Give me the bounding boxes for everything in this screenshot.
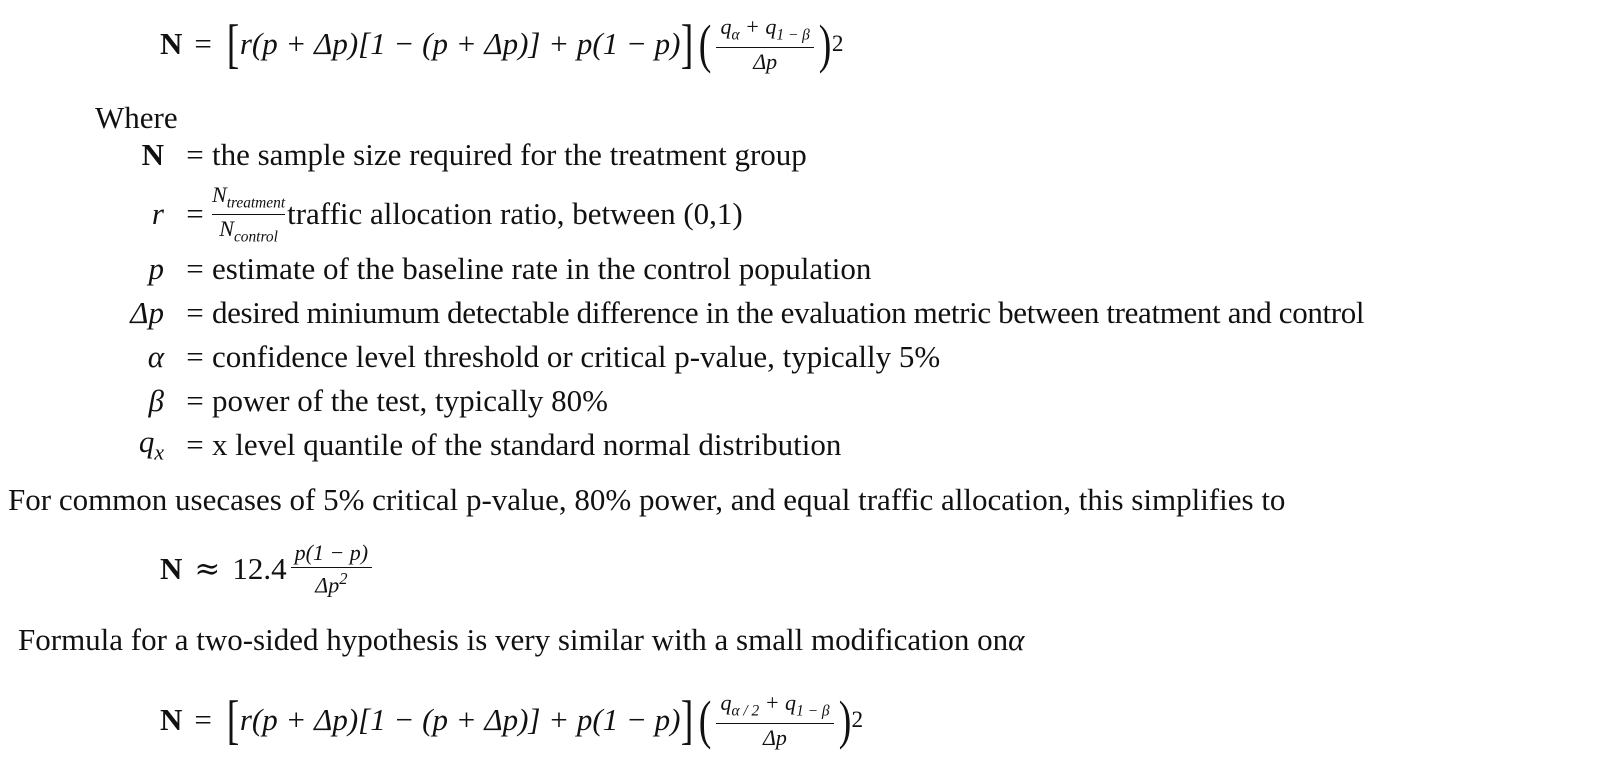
definition-text: desired miniumum detectable difference in the evaluation metric between treatment and control	[212, 295, 1365, 330]
left-square-bracket: [	[226, 14, 240, 74]
equals-sign: =	[194, 26, 212, 61]
definition-row-r	[0, 182, 743, 246]
fraction-bar	[291, 567, 373, 568]
definition-row-alpha	[0, 340, 940, 374]
definition-symbol: α	[147, 339, 164, 374]
equals-sign: =	[186, 196, 204, 231]
definition-symbol: N	[141, 137, 164, 172]
definition-row-delta-p	[0, 296, 1364, 330]
definition-row-beta	[0, 384, 608, 418]
left-square-bracket: [	[226, 690, 240, 750]
equals-sign: =	[186, 339, 204, 374]
definition-text: x level quantile of the standard normal distribution	[212, 427, 842, 462]
definition-symbol: r	[151, 196, 164, 231]
fraction-bar	[716, 723, 833, 724]
alpha-symbol: α	[1008, 622, 1025, 657]
definition-row-n	[0, 138, 807, 172]
fraction-bar	[716, 47, 813, 48]
two-sided-text: Formula for a two-sided hypothesis is very similar with a small modification on	[18, 622, 1009, 657]
exponent: 2	[851, 706, 864, 733]
right-square-bracket: ]	[681, 690, 694, 750]
right-paren: )	[838, 690, 851, 750]
equals-sign: =	[186, 251, 204, 286]
definition-text: the sample size required for the treatment group	[212, 137, 807, 172]
where-label: Where	[95, 100, 178, 135]
fraction-numerator: $q_{\alpha / 2} + q_{1 - \beta}$	[720, 690, 830, 720]
right-paren: )	[818, 14, 832, 74]
equals-sign: =	[194, 702, 212, 737]
definition-symbol: Δp	[130, 295, 164, 330]
bracket-content: r(p + Δp)[1 − (p + Δp)] + p(1 − p)	[239, 26, 681, 61]
left-paren: (	[699, 14, 712, 74]
formula-lhs: N	[160, 702, 183, 737]
simplified-fraction	[291, 541, 373, 597]
equals-sign: =	[186, 383, 204, 418]
bracket-content: r(p + Δp)[1 − (p + Δp)] + p(1 − p)	[239, 702, 681, 737]
definition-symbol: β	[148, 383, 164, 418]
fraction-numerator: $N_{treatment}$	[212, 181, 286, 212]
right-square-bracket: ]	[681, 14, 694, 74]
definition-row-qx	[0, 424, 842, 465]
definition-symbol: $q_x$	[138, 424, 164, 465]
fraction-denominator: Δp	[763, 724, 787, 750]
formula-two-sided	[160, 680, 863, 760]
fraction-denominator: $N_{control}$	[219, 215, 278, 245]
formula-lhs: N	[160, 26, 183, 61]
definition-text: traffic allocation ratio, between (0,1)	[287, 196, 743, 231]
approx-sign: ≈	[194, 551, 221, 587]
left-paren: (	[699, 690, 712, 750]
fraction-denominator: $\Delta p^2$	[315, 569, 348, 598]
quantile-fraction	[716, 15, 813, 73]
formula-one-sided	[160, 4, 843, 84]
quantile-fraction	[716, 691, 833, 749]
equals-sign: =	[186, 137, 204, 172]
fraction-bar	[212, 214, 285, 215]
simplified-formula	[160, 536, 376, 602]
allocation-fraction	[212, 183, 285, 245]
fraction-numerator: $q_\alpha + q_{1 - \beta}$	[720, 14, 810, 44]
definition-text: confidence level threshold or critical p-value, typically 5%	[212, 339, 941, 374]
definition-text: estimate of the baseline rate in the control population	[212, 251, 872, 286]
definition-text: power of the test, typically 80%	[212, 383, 609, 418]
formula-lhs: N	[160, 551, 183, 586]
fraction-denominator: Δp	[753, 48, 778, 74]
common-usecase-text: For common usecases of 5% critical p-value, 80% power, and equal traffic allocation, this simplifies to	[8, 482, 1286, 517]
two-sided-text-line	[18, 624, 1024, 655]
equals-sign: =	[186, 427, 204, 462]
fraction-numerator: p(1 − p)	[294, 540, 369, 566]
definition-row-p	[0, 252, 871, 286]
definition-symbol: p	[148, 251, 164, 286]
exponent: 2	[831, 30, 844, 57]
equals-sign: =	[186, 295, 204, 330]
coefficient: 12.4	[232, 551, 287, 586]
